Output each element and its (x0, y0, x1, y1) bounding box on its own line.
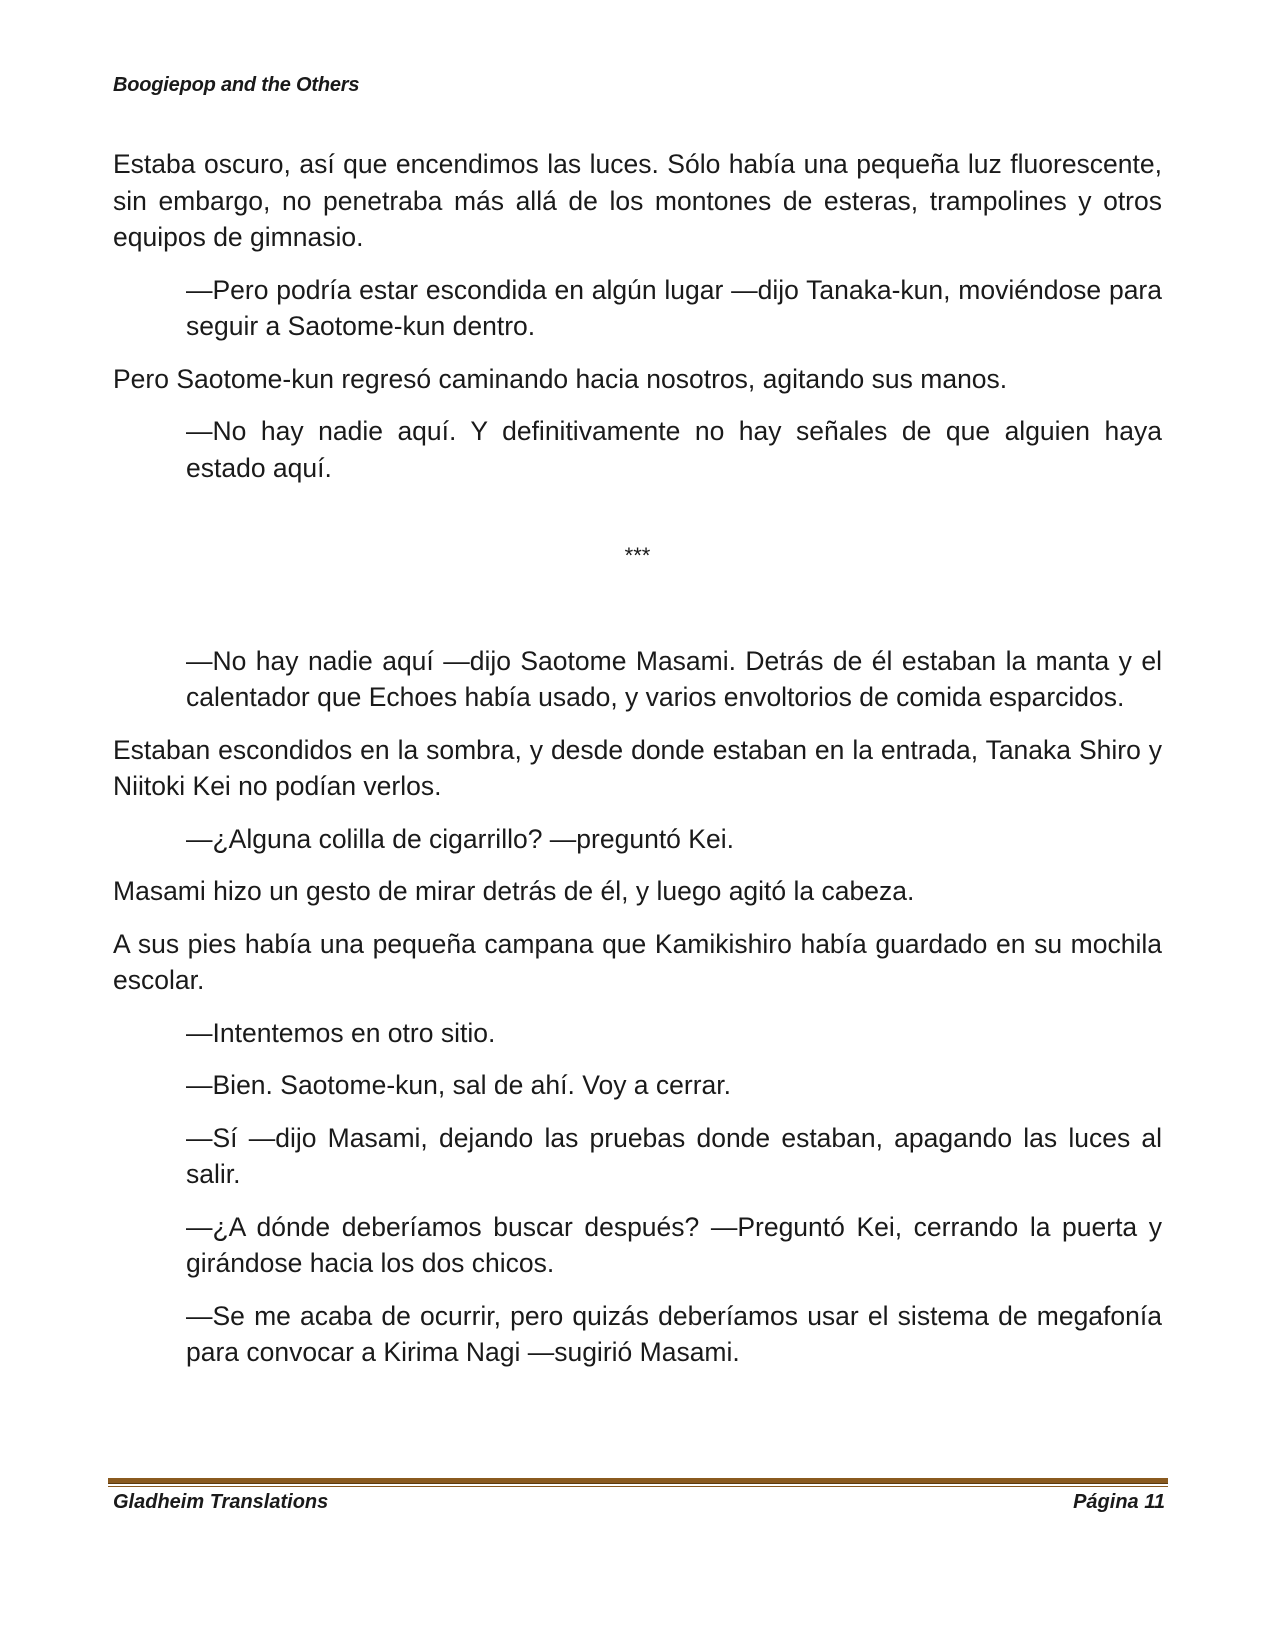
dialogue-paragraph: —Se me acaba de ocurrir, pero quizás deberíamos usar el sistema de megafonía para convocar a Kirima Nagi —sugirió Masami. (186, 1300, 1162, 1367)
running-header-title: Boogiepop and the Others (113, 74, 360, 96)
paragraph: Estaba oscuro, así que encendimos las luces. Sólo había una pequeña luz fluorescente, sin embargo, no penetraba más allá de los montones de esteras, trampolines y otros equipos de gimnasio. (113, 149, 1162, 252)
paragraph: Estaban escondidos en la sombra, y desde donde estaban en la entrada, Tanaka Shiro y Niitoki Kei no podían verlos. (113, 734, 1162, 801)
dialogue-paragraph: —No hay nadie aquí. Y definitivamente no hay señales de que alguien haya estado aquí. (186, 416, 1162, 483)
footer-page-number: Página 11 (1073, 1491, 1165, 1513)
dialogue-paragraph: —Pero podría estar escondida en algún lugar —dijo Tanaka-kun, moviéndose para seguir a Saotome-kun dentro. (186, 274, 1162, 341)
paragraph: A sus pies había una pequeña campana que Kamikishiro había guardado en su mochila escolar. (113, 928, 1162, 995)
dialogue-paragraph: —Sí —dijo Masami, dejando las pruebas donde estaban, apagando las luces al salir. (186, 1122, 1162, 1189)
paragraph: Masami hizo un gesto de mirar detrás de él, y luego agitó la cabeza. (113, 876, 915, 906)
paragraph: Pero Saotome-kun regresó caminando hacia nosotros, agitando sus manos. (113, 363, 1008, 394)
footer-publisher: Gladheim Translations (113, 1491, 329, 1513)
footer-rule (108, 1478, 1168, 1484)
dialogue-paragraph: —¿A dónde deberíamos buscar después? —Preguntó Kei, cerrando la puerta y girándose hacia los dos chicos. (186, 1211, 1162, 1278)
dialogue-paragraph: —Intentemos en otro sitio. (186, 1017, 496, 1048)
scene-separator: *** (624, 543, 651, 568)
dialogue-paragraph: —No hay nadie aquí —dijo Saotome Masami. Detrás de él estaban la manta y el calentador que Echoes había usado, y varios envoltorios de comida esparcidos. (186, 645, 1162, 712)
dialogue-paragraph: —Bien. Saotome-kun, sal de ahí. Voy a cerrar. (186, 1070, 732, 1100)
page-body (113, 146, 1162, 1387)
dialogue-paragraph: —¿Alguna colilla de cigarrillo? —preguntó Kei. (186, 823, 734, 854)
footer-rule-thin (108, 1486, 1168, 1487)
